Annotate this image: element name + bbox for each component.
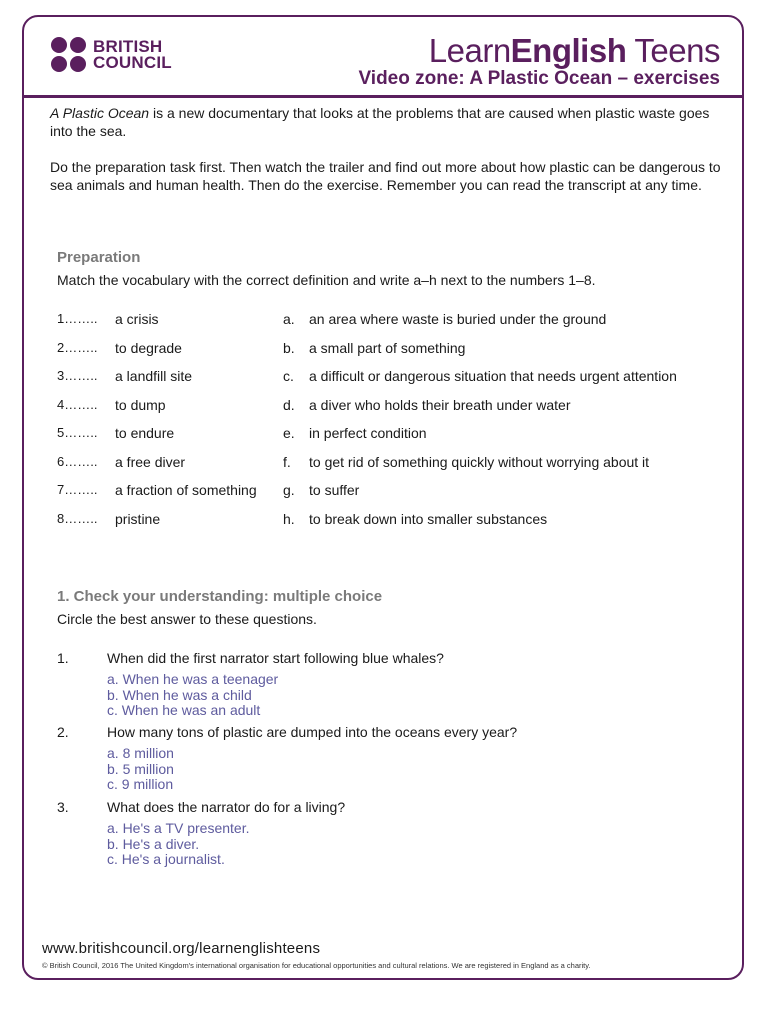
vocab-number: 8……..	[57, 510, 98, 526]
definition-text: a diver who holds their breath under water	[309, 396, 571, 413]
definition-text: in perfect condition	[309, 425, 427, 441]
vocab-term: pristine	[115, 510, 161, 527]
vocab-number: 7……..	[57, 482, 98, 497]
vocab-row	[57, 425, 737, 443]
definition-letter: h.	[283, 510, 295, 527]
question-number: 3.	[57, 799, 69, 815]
definition-text: a difficult or dangerous situation that needs urgent attention	[309, 368, 677, 384]
vocab-row	[57, 511, 737, 529]
answer-option[interactable]: a. He's a TV presenter.	[107, 820, 250, 836]
answer-option[interactable]: b. 5 million	[107, 760, 174, 777]
vocab-number: 2……..	[57, 339, 98, 355]
vocab-row	[57, 340, 737, 358]
answer-option[interactable]: a. 8 million	[107, 745, 174, 761]
vocab-term: a crisis	[115, 311, 159, 327]
definition-letter: b.	[283, 339, 295, 356]
brand-learn: Learn	[428, 32, 511, 69]
definition-letter: a.	[283, 311, 295, 327]
intro-paragraph-1	[50, 105, 730, 140]
question-text: When did the first narrator start following blue whales?	[107, 650, 444, 666]
vocab-term: to dump	[115, 396, 166, 413]
vocab-term: a free diver	[115, 453, 186, 470]
definition-letter: e.	[283, 425, 295, 441]
definition-text: to get rid of something quickly without worrying about it	[309, 453, 650, 470]
vocab-row	[57, 397, 737, 415]
footer-copyright: © British Council, 2016 The United Kingdom's international organisation for educational opportunities and cultural relations. We are registered in England as a charity.	[42, 961, 591, 970]
answer-options	[107, 746, 174, 793]
british-council-logo	[51, 37, 172, 73]
learnenglish-teens-brand	[429, 32, 720, 70]
exercise-1-instruction: Circle the best answer to these questions.	[57, 611, 317, 627]
definition-text: to break down into smaller substances	[309, 510, 548, 527]
question-number: 2.	[57, 724, 69, 740]
header-divider	[22, 95, 744, 98]
answer-option[interactable]: c. 9 million	[107, 776, 174, 792]
preparation-instruction: Match the vocabulary with the correct definition and write a–h next to the numbers 1–8.	[57, 272, 596, 288]
question-text: How many tons of plastic are dumped into the oceans every year?	[107, 724, 518, 740]
logo-line-1: BRITISH	[93, 37, 163, 56]
page-title: Video zone: A Plastic Ocean – exercises	[358, 68, 720, 89]
answer-options	[107, 672, 278, 719]
intro-paragraph-2: Do the preparation task first. Then watch the trailer and find out more about how plastic can be dangerous to sea animals and human health. Then do the exercise. Remember you can read the transcript at any time.	[50, 159, 721, 193]
logo-dots-icon	[51, 37, 87, 73]
vocab-number: 4……..	[57, 396, 98, 412]
vocab-row	[57, 454, 737, 472]
definition-text: to suffer	[309, 482, 360, 498]
logo-line-2: COUNCIL	[93, 53, 172, 72]
definition-letter: c.	[283, 368, 294, 384]
vocab-term: to degrade	[115, 339, 182, 356]
vocab-row	[57, 311, 737, 329]
question-number: 1.	[57, 650, 69, 666]
question-text: What does the narrator do for a living?	[107, 799, 346, 815]
question	[57, 724, 737, 742]
answer-option[interactable]: b. When he was a child	[107, 686, 252, 703]
answer-option[interactable]: a. When he was a teenager	[107, 671, 279, 687]
answer-options	[107, 821, 250, 868]
logo-text	[93, 39, 172, 71]
vocab-term: a landfill site	[115, 368, 193, 384]
documentary-title: A Plastic Ocean	[50, 105, 150, 121]
question	[57, 799, 737, 817]
vocab-number: 1……..	[57, 311, 98, 326]
vocab-number: 5……..	[57, 425, 98, 440]
definition-letter: d.	[283, 396, 295, 413]
definition-letter: g.	[283, 482, 295, 498]
vocab-number: 3……..	[57, 368, 98, 383]
answer-option[interactable]: c. When he was an adult	[107, 702, 261, 718]
answer-option[interactable]: b. He's a diver.	[107, 835, 200, 852]
answer-option[interactable]: c. He's a journalist.	[107, 851, 225, 867]
question	[57, 650, 737, 668]
brand-teens: Teens	[626, 32, 720, 69]
definition-text: a small part of something	[309, 339, 466, 356]
footer-url[interactable]: www.britishcouncil.org/learnenglishteens	[42, 940, 321, 957]
vocab-number: 6……..	[57, 453, 98, 469]
vocab-term: a fraction of something	[115, 482, 257, 498]
vocab-row	[57, 368, 737, 386]
brand-english: English	[510, 32, 627, 69]
exercise-1-title: 1. Check your understanding: multiple choice	[57, 588, 383, 605]
definition-text: an area where waste is buried under the ground	[309, 311, 607, 327]
intro-text-1: is a new documentary that looks at the problems that are caused when plastic waste goes into the sea.	[50, 105, 710, 139]
preparation-title: Preparation	[57, 249, 141, 266]
definition-letter: f.	[283, 453, 291, 470]
vocab-term: to endure	[115, 425, 175, 441]
vocab-row	[57, 482, 737, 500]
